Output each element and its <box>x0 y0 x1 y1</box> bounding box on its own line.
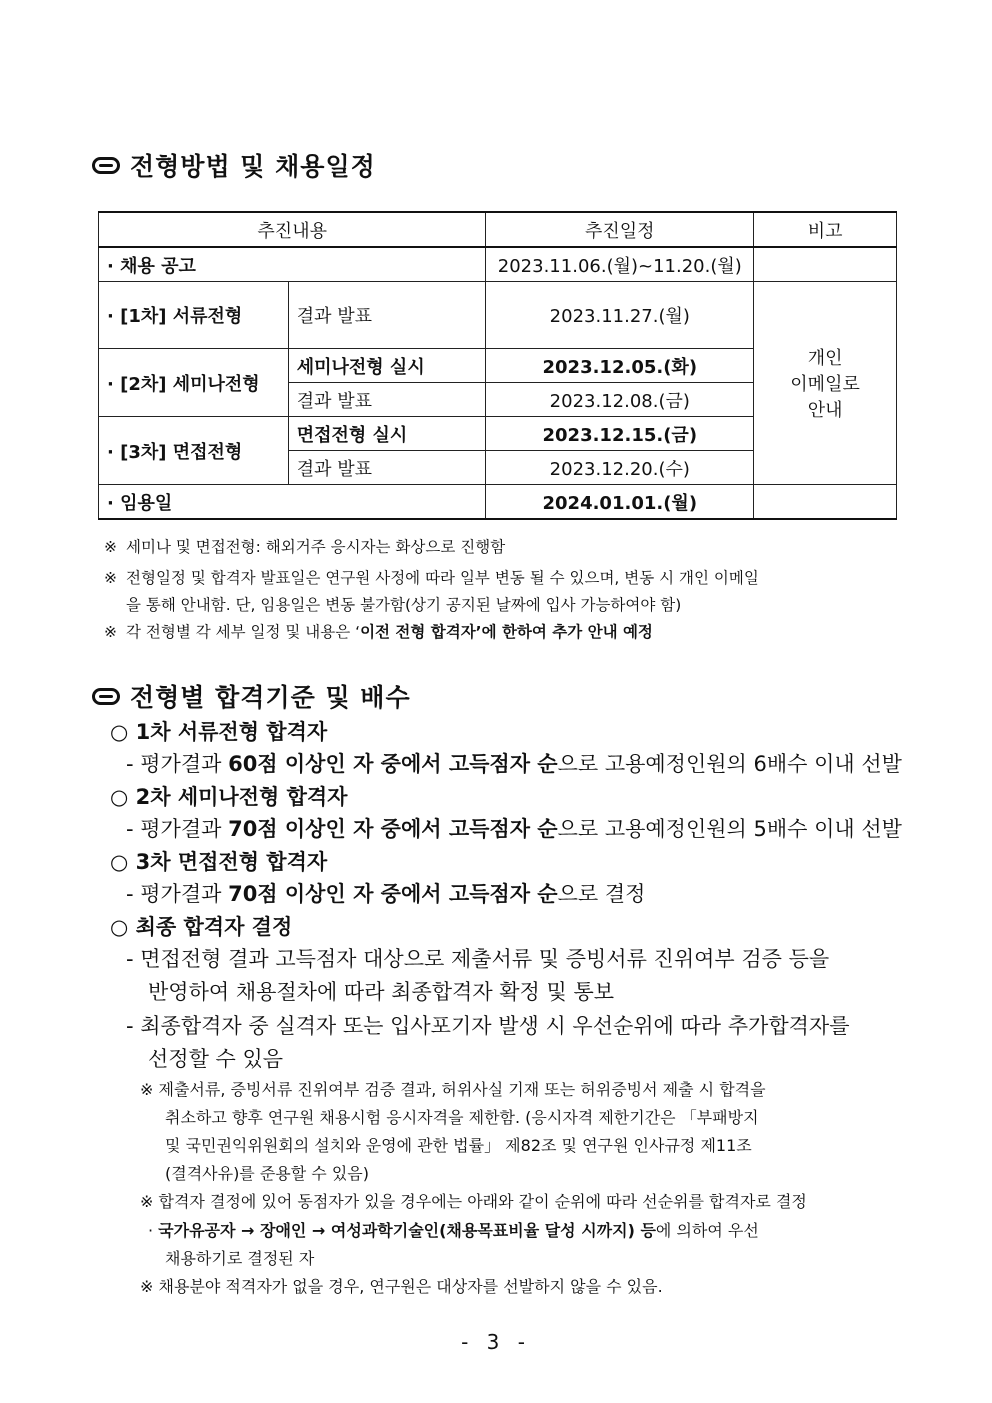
sub-note: 및 국민권익위원회의 설치와 운영에 관한 법률」 제82조 및 연구원 인사규정 제11조 <box>165 1136 752 1155</box>
remarks-line: 이메일로 <box>790 374 860 395</box>
page-number: - 3 - <box>461 1330 531 1354</box>
schedule-table <box>98 211 897 520</box>
criteria-heading: ○ 최종 합격자 결정 <box>110 915 293 939</box>
table-header-row <box>99 212 897 247</box>
table-row <box>99 247 897 282</box>
row-sub: 세미나전형 실시 <box>288 349 486 383</box>
row-note <box>754 247 897 282</box>
table-row <box>99 282 897 349</box>
note-text: 각 전형별 각 세부 일정 및 내용은 ‘ <box>126 623 361 641</box>
note-2-cont: 을 통해 안내함. 단, 임용일은 변동 불가함(상기 공지된 날짜에 입사 가능하여야 함) <box>126 596 682 614</box>
row-date: 2023.11.27.(월) <box>486 282 754 349</box>
row-label: · 채용 공고 <box>99 247 486 282</box>
criteria-line: 선정할 수 있음 <box>148 1047 284 1071</box>
criteria-line: - 최종합격자 중 실격자 또는 입사포기자 발생 시 우선순위에 따라 추가합격자를 <box>126 1014 850 1038</box>
sub-note-text: · <box>148 1221 159 1240</box>
sub-note: ※ 합격자 결정에 있어 동점자가 있을 경우에는 아래와 같이 순위에 따라 선순위를 합격자로 결정 <box>140 1192 807 1211</box>
sub-note: 취소하고 향후 연구원 채용시험 응시자격을 제한함. (응시자격 제한기간은 「부패방지 <box>165 1108 759 1127</box>
note-2 <box>104 565 904 591</box>
row-date: 2023.12.08.(금) <box>486 383 754 417</box>
criteria-line <box>126 813 902 843</box>
note-1 <box>104 534 505 560</box>
criteria-line: 반영하여 채용절차에 따라 최종합격자 확정 및 통보 <box>148 980 615 1004</box>
sub-note <box>148 1217 759 1245</box>
criteria-text: 으로 고용예정인원의 5배수 이내 선발 <box>557 817 902 841</box>
section-title-text: 전형별 합격기준 및 배수 <box>130 683 411 712</box>
note-mark: ※ <box>104 623 117 641</box>
criteria-text-bold: 70점 이상인 자 중에서 고득점자 순 <box>228 882 558 906</box>
section-title-criteria <box>92 678 411 714</box>
row-label: · [2차] 세미나전형 <box>99 349 289 417</box>
sub-note-text: 에 의하여 우선 <box>655 1221 759 1240</box>
criteria-text-bold: 70점 이상인 자 중에서 고득점자 순 <box>228 817 558 841</box>
remarks-line: 개인 <box>807 348 843 369</box>
header-remarks: 비고 <box>754 212 897 247</box>
row-date: 2023.12.05.(화) <box>486 349 754 383</box>
criteria-text: 으로 결정 <box>557 882 646 906</box>
note-text: 세미나 및 면접전형: 해외거주 응시자는 화상으로 진행함 <box>126 538 506 556</box>
row-date: 2023.12.15.(금) <box>486 417 754 451</box>
row-date: 2023.12.20.(수) <box>486 451 754 485</box>
sub-note: (결격사유)를 준용할 수 있음) <box>165 1164 370 1183</box>
header-schedule: 추진일정 <box>486 212 754 247</box>
criteria-heading: ○ 1차 서류전형 합격자 <box>110 720 328 744</box>
link-icon <box>92 688 120 705</box>
note-mark: ※ <box>104 569 117 587</box>
header-content: 추진내용 <box>99 212 486 247</box>
criteria-text: 으로 고용예정인원의 6배수 이내 선발 <box>557 752 902 776</box>
criteria-line <box>126 748 902 778</box>
criteria-text: - 평가결과 <box>126 752 229 776</box>
sub-note: ※ 제출서류, 증빙서류 진위여부 검증 결과, 허위사실 기재 또는 허위증빙서 제출 시 합격을 <box>140 1080 766 1099</box>
criteria-text: - 평가결과 <box>126 882 229 906</box>
criteria-text-bold: 60점 이상인 자 중에서 고득점자 순 <box>228 752 558 776</box>
row-date: 2024.01.01.(월) <box>486 485 754 520</box>
criteria-heading: ○ 2차 세미나전형 합격자 <box>110 785 348 809</box>
row-label: · 임용일 <box>99 485 486 520</box>
section-title-schedule <box>92 147 376 183</box>
sub-note: ※ 채용분야 적격자가 없을 경우, 연구원은 대상자를 선발하지 않을 수 있음. <box>140 1277 663 1296</box>
remarks-line: 안내 <box>807 400 843 421</box>
table-row <box>99 485 897 520</box>
row-sub: 결과 발표 <box>288 383 486 417</box>
row-sub: 면접전형 실시 <box>288 417 486 451</box>
row-sub: 결과 발표 <box>288 451 486 485</box>
row-sub: 결과 발표 <box>288 282 486 349</box>
criteria-line <box>126 878 645 908</box>
note-3 <box>104 619 653 645</box>
note-text-bold: 이전 전형 합격자’에 한하여 추가 안내 예정 <box>360 623 653 641</box>
sub-note: 채용하기로 결정된 자 <box>165 1249 315 1268</box>
row-label: · [1차] 서류전형 <box>99 282 289 349</box>
criteria-text: - 평가결과 <box>126 817 229 841</box>
sub-note-bold: 국가유공자 → 장애인 → 여성과학기술인(채용목표비율 달성 시까지) 등 <box>158 1221 656 1240</box>
section-title-text: 전형방법 및 채용일정 <box>130 152 376 181</box>
row-date: 2023.11.06.(월)~11.20.(월) <box>486 247 754 282</box>
row-label: · [3차] 면접전형 <box>99 417 289 485</box>
row-note <box>754 485 897 520</box>
criteria-line: - 면접전형 결과 고득점자 대상으로 제출서류 및 증빙서류 진위여부 검증 등을 <box>126 947 830 971</box>
criteria-heading: ○ 3차 면접전형 합격자 <box>110 850 328 874</box>
note-text: 전형일정 및 합격자 발표일은 연구원 사정에 따라 일부 변동 될 수 있으며, 변동 시 개인 이메일 <box>126 569 759 587</box>
link-icon <box>92 157 120 174</box>
remarks-cell <box>754 282 897 485</box>
note-mark: ※ <box>104 538 117 556</box>
